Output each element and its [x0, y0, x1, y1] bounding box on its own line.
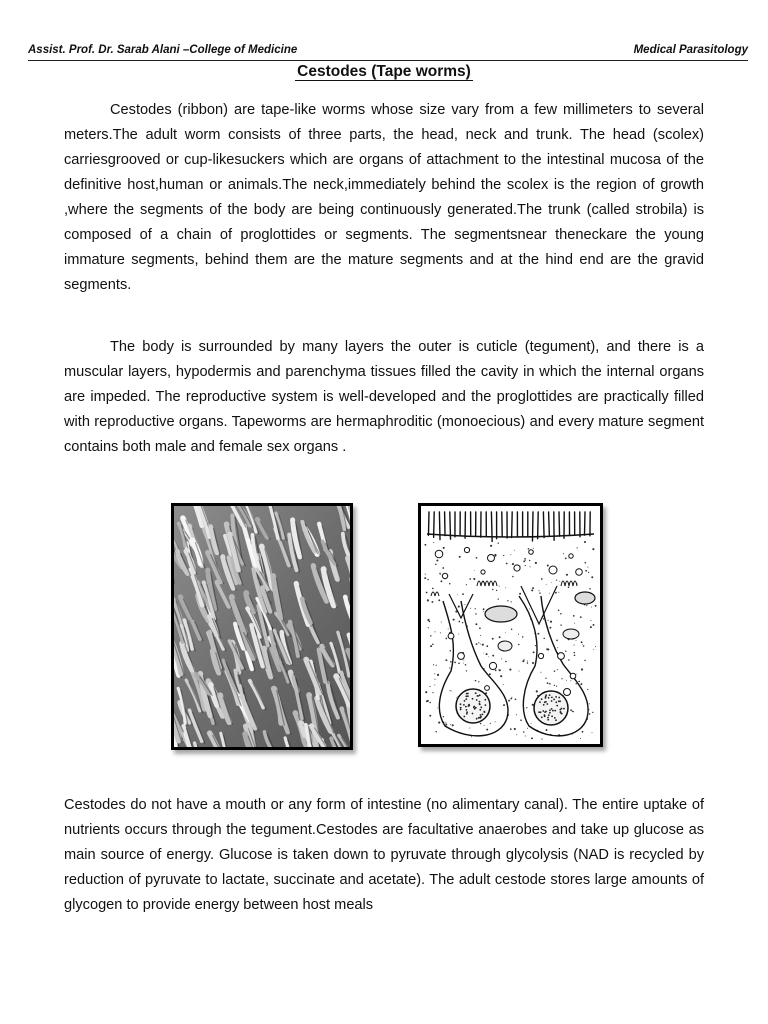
tegument-diagram-image — [421, 506, 600, 744]
paragraph-nutrition: Cestodes do not have a mouth or any form of intestine (no alimentary canal). The entire uptake of nutrients occurs through the tegument.Cestodes are facultative anaerobes and take up glucose as main source of energy. Glucose is taken down to pyruvate through glycolysis (NAD is recycled by reduction of pyruvate to lactate, succinate and acetate). The adult cestode stores large amounts of glycogen to provide energy between host meals — [64, 797, 704, 913]
page-header — [28, 44, 748, 61]
micrograph-image — [174, 506, 350, 747]
header-subject: Medical Parasitology — [633, 44, 748, 56]
tegument-cell-diagram — [418, 503, 603, 747]
title-text: Cestodes (Tape worms) — [297, 63, 471, 80]
page-title — [0, 63, 768, 81]
paragraph-intro: Cestodes (ribbon) are tape-like worms whose size vary from a few millimeters to several meters.The adult worm consists of three parts, the head, neck and trunk. The head (scolex) carriesgrooved or cup-likesuckers which are organs of attachment to the intestinal mucosa of the definitive host,human or animals.The neck,immediately behind the scolex is the region of growth ,where the segments of the body are being continuously generated.The trunk (called strobila) is composed of a chain of proglottides or segments. The segmentsnear theneckare the young immature segments, behind them are the mature segments and at the hind end are the gravid segments. — [64, 102, 704, 293]
tegument-microvilli-micrograph — [171, 503, 353, 750]
header-author: Assist. Prof. Dr. Sarab Alani –College of Medicine — [28, 44, 298, 56]
paragraph-body-layers: The body is surrounded by many layers the outer is cuticle (tegument), and there is a muscular layers, hypodermis and parenchyma tissues filled the cavity in which the internal organs are impeded. The reproductive system is well-developed and the proglottides are practically filled with reproductive organs. Tapeworms are hermaphroditic (monoecious) and every mature segment contains both male and female sex organs . — [64, 339, 704, 455]
